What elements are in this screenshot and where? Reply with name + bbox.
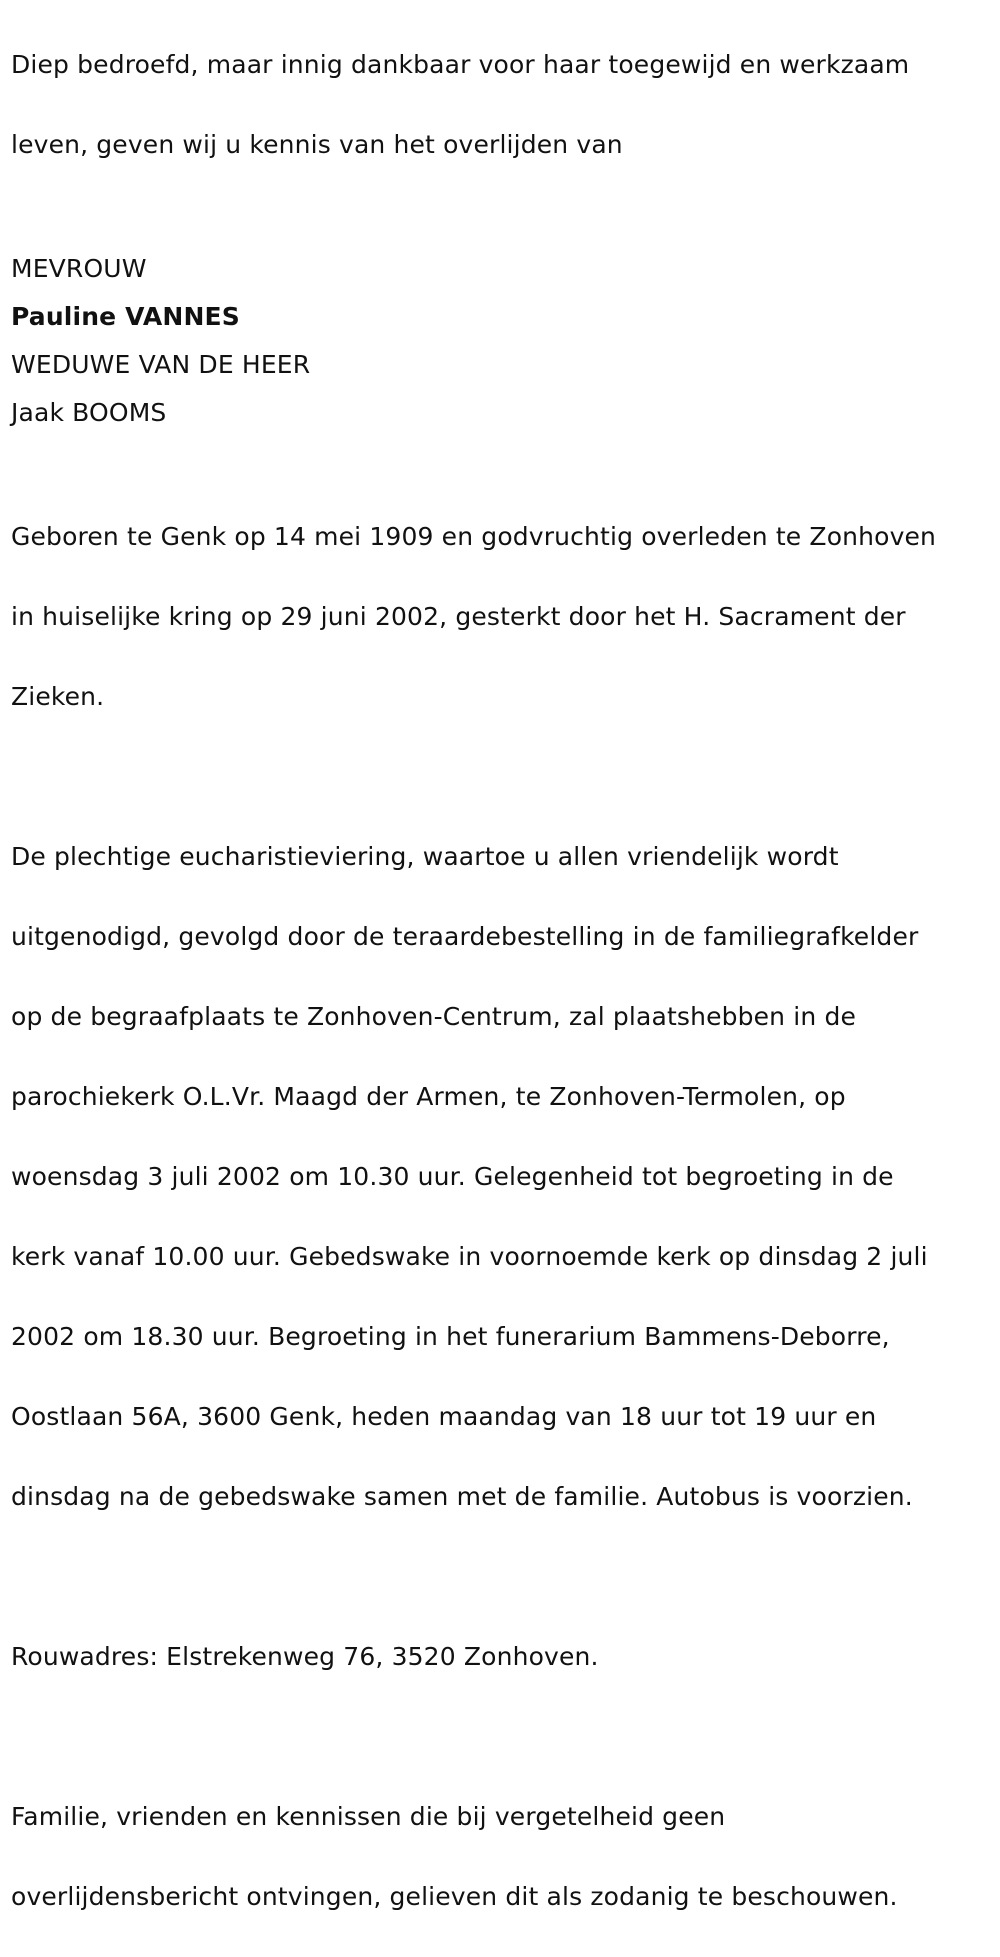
intro-line: leven, geven wij u kennis van het overlijden van	[11, 130, 623, 159]
intro-line: Diep bedroefd, maar innig dankbaar voor haar toegewijd en werkzaam	[11, 50, 910, 79]
ceremony-line: De plechtige eucharistieviering, waartoe u allen vriendelijk wordt	[11, 842, 839, 871]
ceremony-line: Oostlaan 56A, 3600 Genk, heden maandag van 18 uur tot 19 uur en	[11, 1402, 877, 1431]
mourning-address: Rouwadres: Elstrekenweg 76, 3520 Zonhoven.	[11, 1642, 599, 1671]
spacer	[11, 205, 991, 245]
ceremony-line: kerk vanaf 10.00 uur. Gebedswake in voornoemde kerk op dinsdag 2 juli	[11, 1242, 928, 1271]
birth-death-line: in huiselijke kring op 29 juni 2002, gesterkt door het H. Sacrament der	[11, 602, 906, 631]
obituary-notice	[11, 0, 991, 1957]
spacer	[11, 757, 991, 797]
spacer	[11, 437, 991, 477]
ceremony-line: parochiekerk O.L.Vr. Maagd der Armen, te Zonhoven-Termolen, op	[11, 1082, 846, 1111]
ceremony-paragraph	[11, 797, 991, 1557]
birth-death-line: Zieken.	[11, 682, 105, 711]
ceremony-line: dinsdag na de gebedswake samen met de familie. Autobus is voorzien.	[11, 1482, 913, 1511]
spouse-name: Jaak BOOMS	[11, 398, 167, 427]
ceremony-line: uitgenodigd, gevolgd door de teraardebestelling in de familiegrafkelder	[11, 922, 919, 951]
closing-paragraph	[11, 1757, 991, 1957]
address-paragraph	[11, 1597, 991, 1717]
ceremony-line: 2002 om 18.30 uur. Begroeting in het funerarium Bammens-Deborre,	[11, 1322, 890, 1351]
birth-death-paragraph	[11, 477, 991, 757]
deceased-block	[11, 245, 991, 437]
widow-of-label: WEDUWE VAN DE HEER	[11, 350, 311, 379]
closing-line: overlijdensbericht ontvingen, gelieven dit als zodanig te beschouwen.	[11, 1882, 898, 1911]
ceremony-line: op de begraafplaats te Zonhoven-Centrum, zal plaatshebben in de	[11, 1002, 856, 1031]
closing-line: Familie, vrienden en kennissen die bij vergetelheid geen	[11, 1802, 726, 1831]
spacer	[11, 1717, 991, 1757]
spacer	[11, 1557, 991, 1597]
birth-death-line: Geboren te Genk op 14 mei 1909 en godvruchtig overleden te Zonhoven	[11, 522, 937, 551]
ceremony-line: woensdag 3 juli 2002 om 10.30 uur. Gelegenheid tot begroeting in de	[11, 1162, 894, 1191]
intro-paragraph	[11, 5, 991, 205]
deceased-name: Pauline VANNES	[11, 302, 240, 331]
title-label: MEVROUW	[11, 254, 147, 283]
